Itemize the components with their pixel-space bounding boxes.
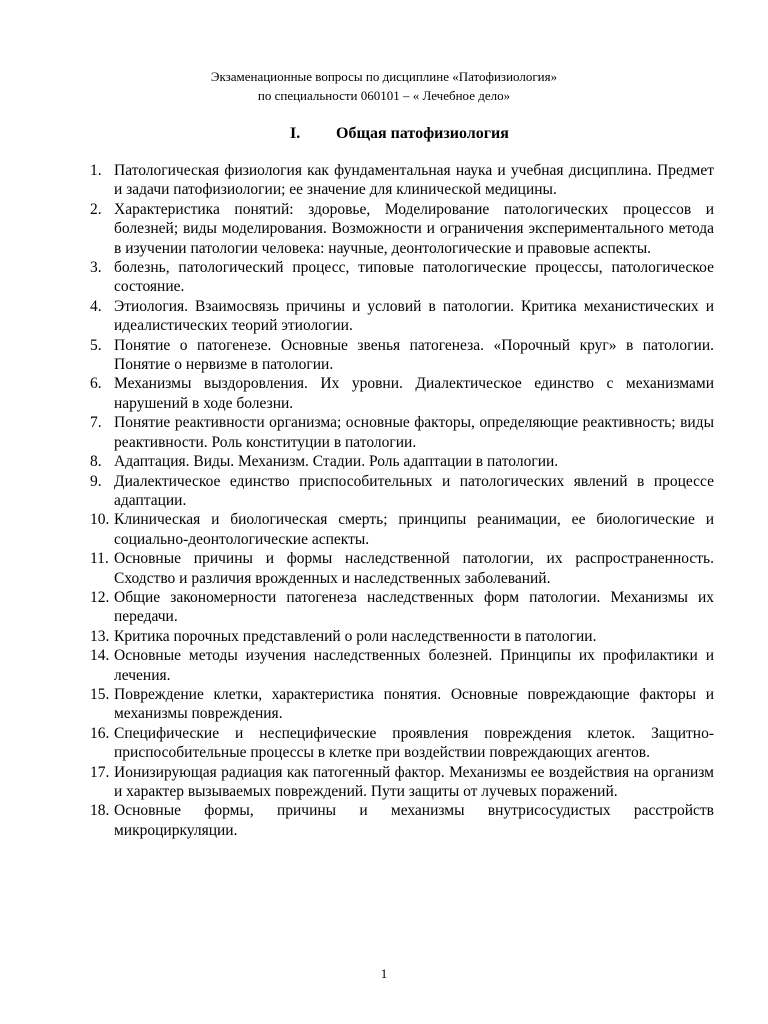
question-text: Понятие реактивности организма; основные факторы, определяющие реактивность; виды реактивности. Роль конституции в патологии. <box>114 414 714 451</box>
question-text: Адаптация. Виды. Механизм. Стадии. Роль адаптации в патологии. <box>114 453 559 471</box>
question-number: 2. <box>90 200 102 218</box>
question-number: 4. <box>90 297 102 315</box>
question-text: Механизмы выздоровления. Их уровни. Диалектическое единство с механизмами нарушений в ходе болезни. <box>114 375 714 412</box>
question-number: 15. <box>90 685 110 703</box>
question-text: Повреждение клетки, характеристика понятия. Основные повреждающие факторы и механизмы повреждения. <box>114 685 714 723</box>
question-text: Специфические и неспецифические проявления повреждения клеток. Защитно-приспособительные процессы в клетке при воздействии повреждающих агентов. <box>114 724 714 762</box>
question-number: 18. <box>90 802 110 820</box>
question-number: 16. <box>90 724 110 742</box>
question-text: Этиология. Взаимосвязь причины и условий в патологии. Критика механистических и идеалистических теорий этиологии. <box>114 297 714 335</box>
question-item <box>90 801 714 840</box>
question-number: 9. <box>90 472 102 490</box>
question-text: Ионизирующая радиация как патогенный фактор. Механизмы ее воздействия на организм и характер вызываемых повреждений. Пути защиты от лучевых поражений. <box>114 763 714 800</box>
question-text: Основные причины и формы наследственной патологии, их распространенность. Сходство и различия врожденных и наследственных заболеваний. <box>114 550 714 587</box>
question-item <box>90 646 714 685</box>
question-item <box>90 200 714 258</box>
question-number: 1. <box>90 162 102 179</box>
question-text: Патологическая физиология как фундаментальная наука и учебная дисциплина. Предмет и задачи патофизиологии; ее значение для клинической медицины. <box>114 162 714 199</box>
question-number: 12. <box>90 588 110 606</box>
question-item <box>90 472 714 511</box>
section-heading <box>290 124 509 144</box>
question-item <box>90 452 714 471</box>
section-title: Общая патофизиология <box>336 125 509 142</box>
question-text: Критика порочных представлений о роли наследственности в патологии. <box>114 627 597 645</box>
question-number: 7. <box>90 414 102 432</box>
question-item <box>90 763 714 802</box>
question-item <box>90 685 714 724</box>
question-text: Основные методы изучения наследственных болезней. Принципы их профилактики и лечения. <box>114 647 714 684</box>
question-number: 8. <box>90 453 102 471</box>
question-item <box>90 627 714 646</box>
question-text: Общие закономерности патогенеза наследственных форм патологии. Механизмы их передачи. <box>114 588 714 626</box>
question-text: Понятие о патогенезе. Основные звенья патогенеза. «Порочный круг» в патологии. Понятие о нервизме в патологии. <box>114 336 714 374</box>
question-number: 5. <box>90 336 102 354</box>
question-item <box>90 413 714 452</box>
question-number: 3. <box>90 259 102 277</box>
page-number: 1 <box>380 966 388 981</box>
question-number: 13. <box>90 627 110 645</box>
question-text: болезнь, патологический процесс, типовые патологические процессы, патологическое состояние. <box>114 259 714 296</box>
question-text: Диалектическое единство приспособительных и патологических явлений в процессе адаптации. <box>114 472 714 509</box>
question-number: 17. <box>90 763 110 781</box>
question-item <box>90 297 714 336</box>
question-text: Основные формы, причины и механизмы внутрисосудистых расстройств микроциркуляции. <box>114 802 714 839</box>
section-number: I. <box>290 125 301 142</box>
header-line-1: Экзаменационные вопросы по дисциплине «Патофизиология» <box>210 69 558 84</box>
document-header <box>0 67 768 105</box>
question-text: Характеристика понятий: здоровье, Моделирование патологических процессов и болезней; виды моделирования. Возможности и ограничения экспериментального метода в изучении патологии человека: научные, деонтологические и правовые аспекты. <box>114 200 714 257</box>
question-number: 10. <box>90 511 110 529</box>
question-number: 11. <box>90 550 109 568</box>
question-item <box>90 336 714 375</box>
question-number: 6. <box>90 375 102 393</box>
question-item <box>90 374 714 413</box>
question-number: 14. <box>90 647 110 665</box>
question-list <box>90 161 714 840</box>
question-text: Клиническая и биологическая смерть; принципы реанимации, ее биологические и социально-деонтологические аспекты. <box>114 511 714 548</box>
header-line-2: по специальности 060101 – « Лечебное дело» <box>257 88 511 103</box>
question-item <box>90 161 714 200</box>
question-item <box>90 510 714 549</box>
question-item <box>90 588 714 627</box>
question-item <box>90 549 714 588</box>
question-item <box>90 258 714 297</box>
question-item <box>90 724 714 763</box>
